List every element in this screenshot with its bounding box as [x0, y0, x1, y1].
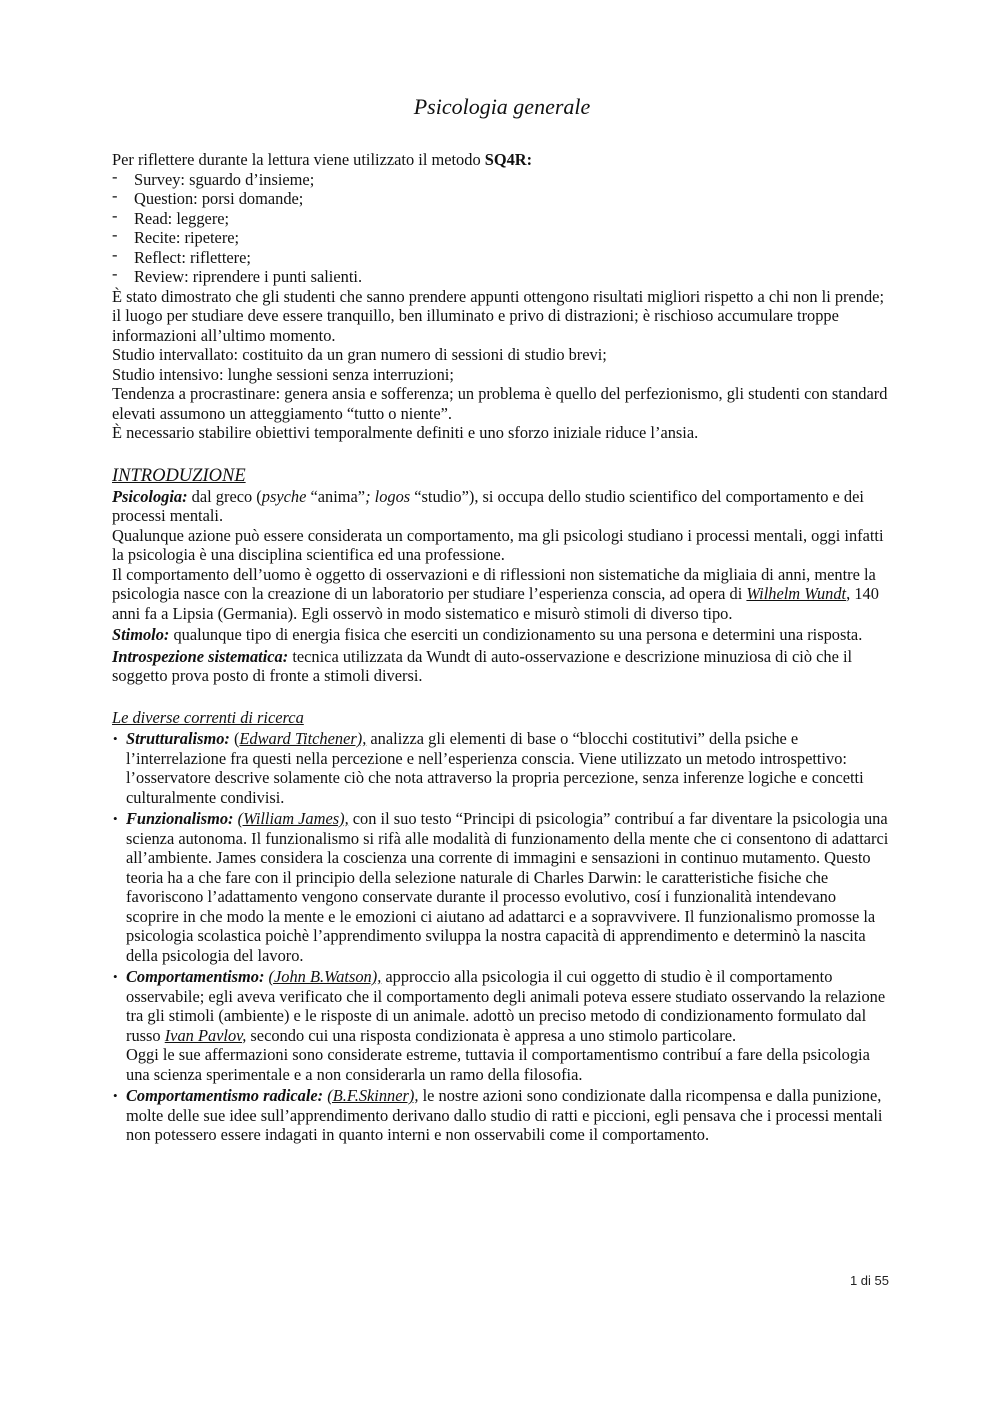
intro-paragraph: È stato dimostrato che gli studenti che sanno prendere appunti ottengono risultati migliori rispetto a chi non li prende; il luogo per studiare deve essere tranquillo, ben illuminato e privo di distrazioni; è rischioso accumulare troppe informazioni all’ultimo momento. [112, 286, 885, 345]
intro-paragraph: Studio intervallato: costituito da un gran numero di sessioni di studio brevi; [112, 345, 607, 364]
correnti-list [112, 729, 892, 1145]
method-step: - Review: riprendere i punti salienti. [112, 267, 892, 287]
page-number: 1 di 55 [849, 1273, 889, 1288]
section-heading-introduzione: INTRODUZIONE [112, 465, 246, 486]
psicologia-definition: Psicologia: dal greco (psyche “anima”; logos “studio”), si occupa dello studio scientifico del comportamento e dei processi mentali. [112, 486, 864, 525]
wundt-link[interactable]: Wilhelm Wundt [746, 584, 847, 603]
list-item: • Comportamentismo radicale: (B.F.Skinner), le nostre azioni sono condizionate dalla ricompensa e dalla punizione, molte delle sue idee sull’apprendimento derivano dallo studio di ratti e piccioni, egli pensava che i processi mentali non potessero essere indagati in quanto interni e non osservabili come il comportamento. [113, 1086, 883, 1144]
intro-paragraph: Studio intensivo: lunghe sessioni senza interruzioni; [112, 364, 454, 384]
bullet-icon: • [113, 811, 118, 826]
subheading-correnti: Le diverse correnti di ricerca [112, 707, 304, 727]
intro-paragraph: È necessario stabilire obiettivi temporalmente definiti e uno sforzo iniziale riduce l’ansia. [112, 423, 699, 442]
method-step: - Read: leggere; [112, 209, 892, 229]
james-link[interactable]: (William James), [237, 809, 349, 828]
pavlov-link[interactable]: Ivan Pavlov, [164, 1025, 247, 1045]
method-step: - Survey: sguardo d’insieme; [112, 170, 892, 190]
intro-sentence: Per riflettere durante la lettura viene utilizzato il metodo SQ4R: [112, 150, 533, 169]
method-step: - Recite: ripetere; [112, 228, 892, 248]
skinner-link[interactable]: (B.F.Skinner), [327, 1086, 419, 1105]
list-item: • Funzionalismo: (William James), con il suo testo “Principi di psicologia” contribuí a far diventare la psicologia una scienza autonoma. Il funzionalismo si rifà alle modalità di funzionamento della mente che ci consentono di adattarci all’ambiente. James considera la coscienza una corrente di immagini e sensazioni in continuo mutamento. Questo teoria ha a che fare con il principio della selezione naturale di Charles Darwin: le caratteristiche fisiche che favoriscono l’adattamento vengono conservate durante il processo evolutivo, cosí i funzionalità intendevano scoprire in che modo la mente e le emozioni ci aiutano ad adattarci e a sopravvivere. Il funzionalismo promosse la psicologia scolastica poichè l’apprendimento sviluppa la nostra capacità di apprendimento e determinò la nascita della psicologia del lavoro. [113, 809, 889, 965]
list-item: • Strutturalismo: (Edward Titchener), analizza gli elementi di base o “blocchi costitutivi” della psiche e l’interrelazione fra questi nella percezione e nell’esperienza conscia. Viene utilizzato un metodo introspettivo: l’osservatore descrive solamente ciò che nota attraverso la propria percezione, senza inferenze logiche e concetti culturalmente condivisi. [113, 729, 864, 807]
method-name: SQ4R: [484, 150, 533, 169]
titchener-link[interactable]: Edward Titchener), [239, 729, 367, 748]
bullet-icon: • [113, 969, 118, 984]
body-paragraph: Il comportamento dell’uomo è oggetto di osservazioni e di riflessioni non sistematiche da migliaia di anni, mentre la psicologia nasce con la creazione di un laboratorio per studiare l’esperienza conscia, ad opera di Wilhelm Wundt, 140 anni fa a Lipsia (Germania). Egli osservò in modo sistematico e misurò stimoli di diverso tipo. [112, 564, 879, 623]
method-step: - Reflect: riflettere; [112, 248, 892, 268]
document-title: Psicologia generale [413, 94, 591, 119]
method-step: - Question: porsi domande; [112, 189, 892, 209]
stimolo-definition: Stimolo: qualunque tipo di energia fisica che eserciti un condizionamento su una persona e determini una risposta. [112, 625, 863, 644]
watson-link[interactable]: (John B.Watson), [268, 967, 382, 986]
bullet-icon: • [113, 731, 118, 746]
introspezione-definition: Introspezione sistematica: tecnica utilizzata da Wundt di auto-osservazione e descrizione minuziosa di ciò che il soggetto prova posto di fronte a stimoli diversi. [112, 646, 853, 685]
document-page [112, 92, 892, 1147]
method-steps-list [112, 170, 892, 287]
list-item: • Comportamentismo: (John B.Watson), approccio alla psicologia il cui oggetto di studio è il comportamento osservabile; egli aveva verificato che il comportamento degli animali poteva essere studiato osservando la relazione tra gli stimoli (ambiente) e le risposte di un animale. adottò un preciso metodo di condizionamento formulato dal russo Ivan Pavlov, secondo cui una risposta condizionata è appresa a uno stimolo particolare. Oggi le sue affermazioni sono considerate estreme, tuttavia il comportamentismo contribuí a fare della psicologia una scienza sperimentale e a non considerarla un ramo della filosofia. [113, 967, 886, 1084]
intro-paragraph: Tendenza a procrastinare: genera ansia e sofferenza; un problema è quello del perfezionismo, gli studenti con standard elevati assumono un atteggiamento “tutto o niente”. [112, 384, 888, 423]
bullet-icon: • [113, 1088, 118, 1103]
body-paragraph: Qualunque azione può essere considerata un comportamento, ma gli psicologi studiano i processi mentali, oggi infatti la psicologia è una disciplina scientifica ed una professione. [112, 525, 884, 564]
